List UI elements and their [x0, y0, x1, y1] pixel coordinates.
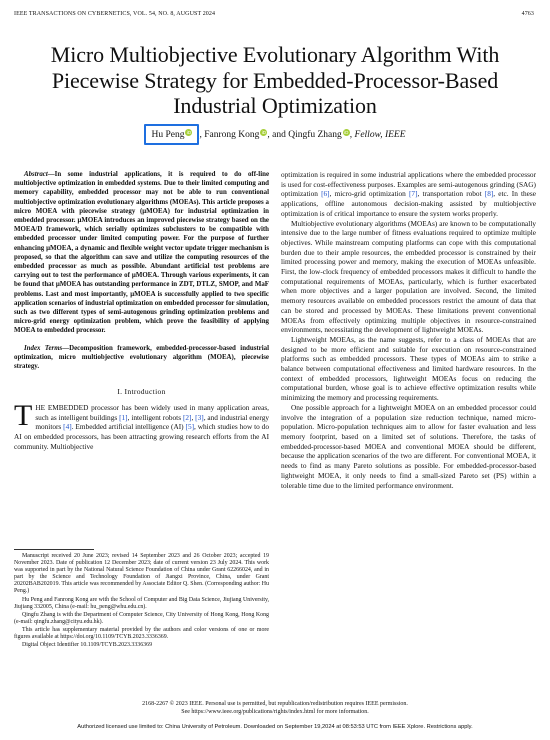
paragraph: Multiobjective evolutionary algorithms (MOEAs) are known to be computationally intensive due to the large number of fitness evaluations required to optimize multiple objectives. While mainstream computing platforms can cope with this computational burden due to their ample resources, the embedded processor is constrained by their limited processing power and memory, making the execution of MOEAs unfeasible. First, the low-clock frequency of embedded processors makes it difficult to handle the computational requirements of MOEAs, particularly, which is further exacerbated when more objectives and a larger population are involved. Second, the limited memory resources available on embedded processors restrict the amount of data that can be stored and processed by MOEAs. These limitations prevent conventional MOEAs from effectively optimizing multiple objectives in resource-constrained environments, necessitating the development of lightweight MOEAs. — [281, 218, 536, 335]
citation-link[interactable]: [6] — [321, 189, 330, 199]
highlighted-author[interactable] — [144, 124, 199, 145]
running-head — [14, 11, 534, 17]
abstract-lead: Abstract— — [24, 171, 55, 178]
citation-link[interactable]: [1] — [119, 412, 128, 422]
index-terms-lead: Index Terms— — [24, 344, 70, 352]
orcid-icon[interactable]: iD — [261, 130, 266, 135]
author-suffix: , Fellow, IEEE — [349, 130, 406, 140]
footnote-doi: Digital Object Identifier 10.1109/TCYB.2023.3336369 — [22, 642, 153, 649]
author-line: Hu Peng iD , Fanrong Kong iD, and Qingfu Zhang iD, Fellow, IEEE — [0, 124, 550, 145]
left-column — [14, 170, 269, 451]
page-number: 4763 — [521, 11, 534, 17]
footnote-received: Manuscript received 20 June 2023; revised 14 September 2023 and 26 October 2023; accepted 19 November 2023. Date of publication 12 December 2023; date of current version 23 July 2024. This work was supported in part by the National Natural Science Foundation of China under Grant 62266024, and in part by the Science and Technology Foundation of Jiangxi Province, China, under Grant 20202BAB202019. This article was recommended by Associate Editor Q. Shen. (Corresponding author: Hu Peng.) — [14, 553, 269, 595]
author-fanrong-kong: Fanrong Kong — [204, 130, 260, 140]
footnote-affiliation-2: Qingfu Zhang is with the Department of Computer Science, City University of Hong Kong, Hong Kong (e-mail: qingfu.zhang@cityu.edu.hk). — [14, 611, 269, 625]
intro-text: , which studies how to do AI on embedded processors, has been attracting growing research efforts from the AI community. Multiobjective — [14, 422, 269, 451]
abstract-text: In some industrial applications, it is required to do off-line multiobjective optimization in embedded systems. Due to their limited computing and memory capability, embedded processor may not be able to run conventional multiobjective optimization evolutionary algorithms (MOEAs). This article proposes a micro MOEA with piecewise strategy (μMOEA) for industrial optimization in embedded processor. μMOEA introduces an improved piecewise strategy based on the MOEA/D framework, which serially optimizes subclusters to be compatible with embedded processor under limited computing power. For the purpose of further enhancing μMOEA, a dynamic and flexible weight vector update trigger mechanism is proposed, so that the algorithm can save and utilize the computing resources of the embedded processor as much as possible. Abundant artificial test problems are carrying out to test the performance of μMOEA. Through various experiments, it can be found that μMOEA has outstanding performance in ZDT, DTLZ, SMOP, and MaF problems. Last and most importantly, μMOEA is successfully applied to two specific application scenarios of industrial optimization on embedded processor for simulation, such as two different types of semi-autogenous grinding optimization problems and micro-grid energy optimization problem, which prove the feasibility of applying MOEA to embedded processor. — [14, 171, 269, 335]
intro-text: , — [191, 412, 196, 422]
footnote — [14, 553, 269, 650]
footnote-affiliation-1: Hu Peng and Fanrong Kong are with the School of Computer and Big Data Science, Jiujiang University, Jiujiang 332005, China (e-mail: hu_peng@whu.edu.cn). — [14, 596, 269, 610]
paragraph — [281, 170, 536, 219]
citation-link[interactable]: [7] — [409, 189, 418, 199]
intro-text: , intelligent robots — [127, 412, 183, 422]
index-terms-text: Decomposition framework, embedded-processor-based industrial optimization, micro multiobjective evolutionary algorithm (MOEA), piecewise strategy. — [14, 344, 270, 371]
right-column — [281, 170, 536, 490]
paragraph: One possible approach for a lightweight MOEA on an embedded processor could involve the integration of a population size reduction technique, named micro-population. Micro-population techniques aim to allow for faster evaluation and less memory footprint, based on a limited set of solutions. Therefore, the tasks of embedded-processor-based MOEA and conventional MOEA should be different, because the application scenarios of the two are different. For conventional MOEA, it needs to find as many Pareto solutions as possible. For embedded-processor-based lightweight MOEA, it only needs to find a small-sized Pareto set (PS) within a tolerable time due to the limited performance environment. — [281, 402, 536, 490]
drop-cap: T — [14, 398, 33, 432]
body-text: , etc. In these applications, offline autonomous decision-making assisted by multiobjective optimization is of critical importance to ensure the system works properly. — [281, 189, 537, 218]
paragraph: Lightweight MOEAs, as the name suggests, refer to a class of MOEAs that are designed to be more efficient and suitable for execution on resource-constrained platforms such as embedded processors. These types of MOEAs aim to strike a balance between computational effectiveness and limited hardware resources. In the context of embedded processors, lightweight MOEAs focus on reducing the computational burden, whose goal is to achieve effective optimization results while minimizing the memory and processing requirements. — [281, 334, 536, 403]
footnote-supplementary: This article has supplementary material provided by the authors and color versions of one or more figures available at https://doi.org/10.1109/TCYB.2023.3336369. — [14, 626, 269, 641]
intro-text: , and industrial energy monitors — [35, 412, 269, 432]
intro-text: . Embedded artificial intelligence (AI) — [71, 422, 186, 432]
citation-link[interactable]: [3] — [195, 412, 204, 422]
citation-link[interactable]: [8] — [484, 189, 494, 199]
body-text: optimization is required in some industrial applications where the embedded processor is used for cost-effectiveness purposes. Examples are semi-autogenous grinding (SAG) optimization — [281, 170, 536, 199]
author-hu-peng[interactable]: Hu Peng — [151, 130, 185, 140]
author-qingfu-zhang: Qingfu Zhang — [288, 130, 342, 140]
orcid-icon[interactable]: iD — [344, 130, 349, 135]
paper-title: Micro Multiobjective Evolutionary Algorithm With Piecewise Strategy for Embedded-Processor-Based Industrial Optimization — [50, 42, 500, 118]
copyright-line-1: 2168-2267 © 2023 IEEE. Personal use is permitted, but republication/redistribution requires IEEE permission. — [142, 701, 408, 707]
copyright-line-2: See https://www.ieee.org/publications/rights/index.html for more information. — [181, 708, 369, 715]
abstract — [14, 170, 269, 336]
citation-link[interactable]: [4] — [63, 422, 72, 432]
section-heading-introduction: I. Introduction — [117, 387, 166, 397]
footnote-rule — [14, 549, 94, 550]
index-terms — [14, 344, 269, 372]
orcid-icon[interactable]: iD — [186, 130, 192, 135]
intro-text: HE EMBEDDED processor has been widely used in many application areas, such as intelligent buildings — [35, 402, 269, 422]
body-text: , transportation robot — [417, 189, 485, 199]
author-joiner: , and — [267, 130, 289, 140]
intro-paragraph — [14, 398, 269, 452]
citation-link[interactable]: [5] — [185, 422, 195, 432]
citation-link[interactable]: [2] — [182, 412, 192, 422]
journal-header: IEEE TRANSACTIONS ON CYBERNETICS, VOL. 54, NO. 8, AUGUST 2024 — [14, 11, 216, 17]
body-text: , micro-grid optimization — [329, 189, 409, 199]
authorized-use-notice: Authorized licensed use limited to: China University of Petroleum. Downloaded on September 19,2024 at 08:53:53 UTC from IEEE Xplore. Restrictions apply. — [77, 724, 473, 730]
copyright-notice — [0, 701, 550, 716]
